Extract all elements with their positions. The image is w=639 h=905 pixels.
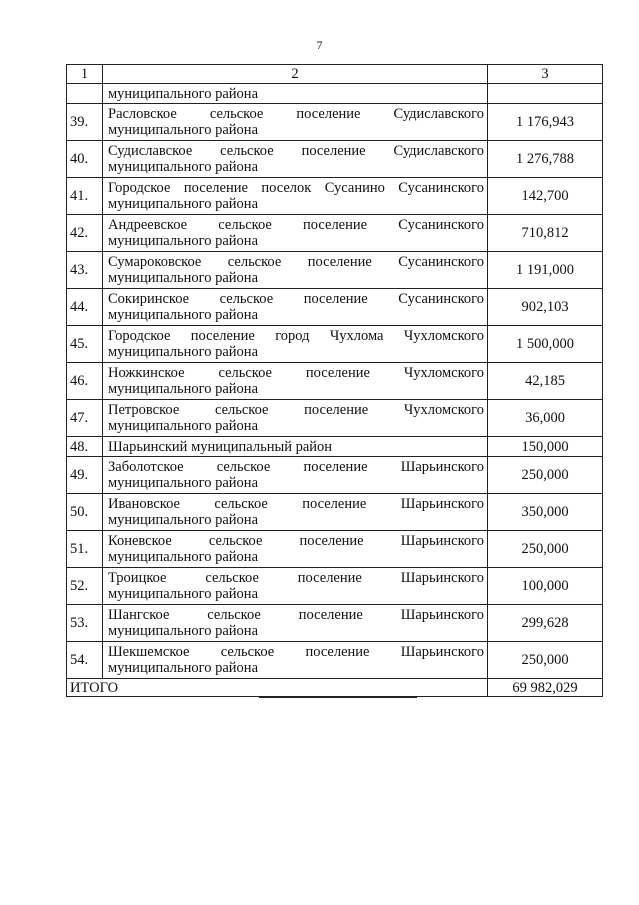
table-row	[67, 437, 603, 457]
row-number-cell	[67, 84, 103, 104]
amount-value: 42,185	[488, 363, 603, 400]
municipality-name: Сокиринское сельское поселение Сусанинского муниципального района	[103, 289, 488, 326]
column-header-2: 2	[103, 65, 488, 84]
amount-value: 142,700	[488, 178, 603, 215]
row-number: 45.	[67, 326, 103, 363]
amount-value: 1 191,000	[488, 252, 603, 289]
row-number: 40.	[67, 141, 103, 178]
amount-value: 150,000	[488, 437, 603, 457]
table-row	[67, 104, 603, 141]
table-row	[67, 642, 603, 679]
row-number: 50.	[67, 494, 103, 531]
amount-value: 710,812	[488, 215, 603, 252]
amount-value: 36,000	[488, 400, 603, 437]
municipality-name: Судиславское сельское поселение Судиславского муниципального района	[103, 141, 488, 178]
row-number: 49.	[67, 457, 103, 494]
table-row	[67, 215, 603, 252]
municipality-name: Заболотское сельское поселение Шарьинского муниципального района	[103, 457, 488, 494]
row-number: 42.	[67, 215, 103, 252]
amount-value: 902,103	[488, 289, 603, 326]
table-row	[67, 605, 603, 642]
amount-value: 1 500,000	[488, 326, 603, 363]
municipality-name: Городское поселение город Чухлома Чухломского муниципального района	[103, 326, 488, 363]
allocation-table	[66, 64, 603, 697]
table-row	[67, 252, 603, 289]
row-number: 46.	[67, 363, 103, 400]
municipality-name: Андреевское сельское поселение Сусанинского муниципального района	[103, 215, 488, 252]
municipality-name: Коневское сельское поселение Шарьинского муниципального района	[103, 531, 488, 568]
table-row	[67, 457, 603, 494]
municipality-name: Расловское сельское поселение Судиславского муниципального района	[103, 104, 488, 141]
value-cell	[488, 84, 603, 104]
municipality-name: Шарьинский муниципальный район	[103, 437, 488, 457]
total-label: ИТОГО	[67, 679, 488, 697]
row-number: 39.	[67, 104, 103, 141]
table-row	[67, 531, 603, 568]
amount-value: 299,628	[488, 605, 603, 642]
column-header-3: 3	[488, 65, 603, 84]
amount-value: 250,000	[488, 531, 603, 568]
table-header-row	[67, 65, 603, 84]
total-row	[67, 679, 603, 697]
table-row	[67, 494, 603, 531]
row-number: 51.	[67, 531, 103, 568]
row-number: 48.	[67, 437, 103, 457]
amount-value: 250,000	[488, 642, 603, 679]
row-number: 44.	[67, 289, 103, 326]
continuation-text: муниципального района	[103, 84, 488, 104]
row-number: 41.	[67, 178, 103, 215]
table-row	[67, 363, 603, 400]
closing-rule	[259, 697, 417, 698]
amount-value: 1 176,943	[488, 104, 603, 141]
amount-value: 100,000	[488, 568, 603, 605]
total-value: 69 982,029	[488, 679, 603, 697]
municipality-name: Шангское сельское поселение Шарьинского муниципального района	[103, 605, 488, 642]
municipality-name: Городское поселение поселок Сусанино Сусанинского муниципального района	[103, 178, 488, 215]
municipality-name: Ножкинское сельское поселение Чухломского муниципального района	[103, 363, 488, 400]
municipality-name: Троицкое сельское поселение Шарьинского муниципального района	[103, 568, 488, 605]
amount-value: 350,000	[488, 494, 603, 531]
table-row	[67, 178, 603, 215]
row-number: 52.	[67, 568, 103, 605]
table-row	[67, 568, 603, 605]
page-number: 7	[316, 38, 323, 52]
municipality-name: Ивановское сельское поселение Шарьинского муниципального района	[103, 494, 488, 531]
row-number: 53.	[67, 605, 103, 642]
municipality-name: Петровское сельское поселение Чухломского муниципального района	[103, 400, 488, 437]
amount-value: 1 276,788	[488, 141, 603, 178]
municipality-name: Сумароковское сельское поселение Сусанинского муниципального района	[103, 252, 488, 289]
row-number: 47.	[67, 400, 103, 437]
table-row	[67, 326, 603, 363]
amount-value: 250,000	[488, 457, 603, 494]
municipality-name: Шекшемское сельское поселение Шарьинского муниципального района	[103, 642, 488, 679]
column-header-1: 1	[67, 65, 103, 84]
table-row	[67, 289, 603, 326]
row-number: 54.	[67, 642, 103, 679]
table-row	[67, 141, 603, 178]
table-row	[67, 400, 603, 437]
row-number: 43.	[67, 252, 103, 289]
continuation-row	[67, 84, 603, 104]
